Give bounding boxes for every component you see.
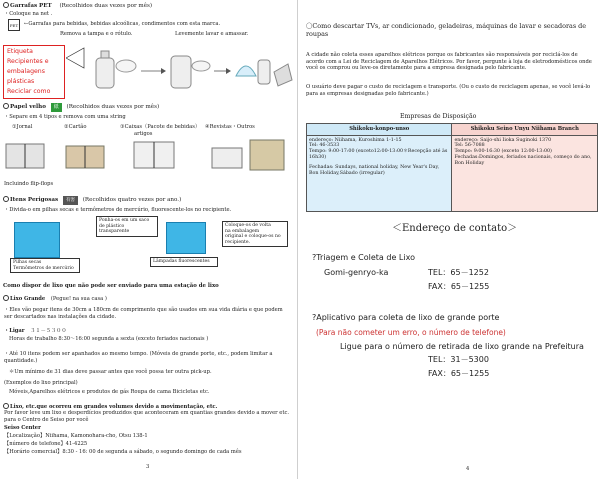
large-garbage-examples: Móveis,Aparelhos elétricos e produtos de gás Roupa de cama Bicicletas etc. — [9, 389, 210, 395]
hand-drawing-1 — [116, 60, 136, 72]
seiso-center-title: Seiso Center — [4, 425, 41, 431]
companies-table — [306, 123, 598, 212]
newspaper-bundle — [6, 144, 44, 168]
company-2-details: endereço: Saijo-shi Iioka Suginoki 1370 Tel: 56-7088 Tempo: 9:00-16:30 (exceto 12:00-13:00) Fechadas:Domingos, feriados nacionais, começo do ano, Bon Holiday — [452, 135, 598, 211]
items-label-right: Lâmpadas fluorescentes — [150, 257, 218, 267]
items-note: ・Divida-o em pilhas secas e termômetros de mercúrio, fluorescente-los no recipiente. — [4, 207, 232, 213]
appliances-paragraph-1: A cidade não coleta esses aparelhos elétricos porque os fabricantes são responsáveis por reciclá-los de acordo com a Lei de Reciclagem de Aparelhos Elétricos. Por favor, pergunte à loja de eletrodomésticos onde você os comprou ou leve-os diretamente para a empresa designada pelo fabricante. — [306, 52, 592, 71]
paper-type-cardboard: ②Cartão — [64, 124, 87, 130]
paper-section-header: Papel velho 紙 (Recolhidos duas vezes por mês) — [3, 103, 159, 112]
paper-note: ・Separe em 4 tipos e remova com uma string — [4, 114, 126, 120]
company-1-details: endereço: Niihama, Kuroshima 1-1-15 Tel: 46-3533 Tempo: 9:00-17:00 (exceto12:00-13:00＊Recepção até às 16h30) Fechadas: Sundays, national holiday, New Year's Day, Bon Holiday,Sábado (irregular) — [307, 135, 452, 211]
large-garbage-header: Lixo Grande (Pegue! na sua casa ) — [3, 295, 107, 303]
fluorescent-box — [166, 222, 206, 254]
large-garbage-p3: ・Até 10 itens podem ser apanhados ao mesmo tempo. (Móveis de grande porte, etc., podem limitar a quantidade.) — [4, 351, 273, 364]
callout-pointer — [66, 48, 84, 68]
page-3 — [0, 0, 298, 479]
pet-illustrations — [66, 36, 298, 96]
large-garbage-call: ・Ligar ３１－５３００ — [4, 328, 67, 334]
triagem-tel: TEL：65－1252 — [428, 268, 489, 277]
paper-type-newspaper: ①Jornal — [12, 124, 33, 130]
large-garbage-tel: TEL：31－5300 — [428, 355, 489, 364]
bottle-drawing-1 — [96, 51, 114, 88]
seiso-center-hours: 【Horário comercial】8:30 - 16: 00 de segunda a sábado, o segundo domingo de cada mês — [4, 449, 242, 455]
items-section-header: Itens Perigosas 有害 (Recolhidos quatro vezes por ano.) — [3, 196, 181, 205]
large-garbage-p1: ・Eles vão pegar itens de 30cm a 180cm de comprimento que são usados em sua vida diária e que podem ser descartados nas instalações da cidade. — [4, 307, 283, 320]
moving-garbage-header: Lixo, etc.que ocorreu em grandes volumes devido a movimentação, etc. — [3, 403, 295, 411]
pet-description: ←Garrafas para bebidas, bebidas alcoólicas, condimentos com esta marca. — [24, 21, 221, 27]
arrowhead-2 — [226, 68, 231, 74]
wash-drawing — [236, 60, 292, 86]
paper-type-magazines: ④Revistas・Outros — [205, 124, 255, 130]
warning-note: (Para não cometer um erro, o número de telefone) — [316, 328, 506, 337]
battery-box — [14, 222, 60, 258]
circle-bullet-icon — [3, 2, 9, 8]
items-box-callout: Coloque-os de volta na embalagem original e coloque-os no recipiente. — [222, 221, 288, 247]
pet-net-note: ・Coloque na net . — [4, 11, 53, 17]
companies-title: Empresas de Disposição — [400, 113, 477, 120]
pet-section-header: Garrafas PET (Recolhidos duas vezes por mês) — [3, 2, 152, 10]
circle-bullet-icon — [3, 295, 9, 301]
triagem-office: Gomi-genryo-ka — [324, 268, 389, 277]
paper-type-sub: artigos — [134, 131, 153, 137]
seiso-center-location: 【Localização】Niihama, Kamonohara-cho, Otsu 138-1 — [4, 433, 148, 439]
pet-step-remove-cap: Remova a tampa e o rótulo. — [60, 31, 133, 37]
items-bag-callout: Ponha-os em um saco de plástico transparente — [96, 216, 158, 237]
pet-label-callout: Etiqueta Recipientes e embalagens plásticas Reciclar como — [3, 45, 65, 99]
seiso-center-phone: 【número de telefone】41-4225 — [4, 441, 88, 447]
dispose-title: Como dispor de lixo que não pode ser enviado para uma estação de lixo — [3, 283, 219, 289]
magazine-bundle — [212, 140, 284, 170]
large-garbage-hours: Horas de trabalho 8:30～16:00 segunda a sexta (exceto feriados nacionais ) — [9, 336, 209, 342]
carton-bundle — [134, 142, 174, 168]
paper-category-icon: 紙 — [51, 103, 62, 112]
circle-bullet-icon — [3, 403, 9, 409]
call-city-hall-note: Ligue para o número de retirada de lixo grande na Prefeitura — [340, 342, 584, 351]
circle-bullet-icon — [3, 196, 9, 202]
large-garbage-p4: ＊Um mínimo de 31 dias deve passar antes que você possa ter outra pick-up. — [9, 369, 212, 375]
large-garbage-app-heading: ?Aplicativo para coleta de lixo de grande porte — [312, 313, 500, 322]
paper-type-drink-cartons: ③Caixas（Pacote de bebidas） — [120, 124, 201, 130]
pet-recycle-icon: PET — [8, 19, 20, 31]
page-4 — [300, 0, 600, 479]
triagem-heading: ?Triagem e Coleta de Lixo — [312, 253, 415, 262]
moving-garbage-text: Por favor leve um lixo e desperdícios produzidos que aconteceram em quantias grandes devido a mover etc. para o Centro de Seiso por você — [4, 410, 290, 423]
cardboard-bundle — [66, 146, 104, 168]
hazard-category-icon: 有害 — [63, 196, 78, 205]
paper-illustrations — [4, 136, 294, 178]
large-garbage-examples-label: (Exemplos do lixo principal) — [4, 380, 78, 386]
company-2-name: Shikoku Seino Unyu Niihama Branch — [452, 124, 598, 136]
pet-step-wash: Levemente lavar e amassar. — [175, 31, 249, 37]
contact-title: ＜Endereço de contato＞ — [392, 223, 518, 234]
items-label-left: Pilhas secas Termômetros de mercúrio — [10, 258, 80, 273]
circle-bullet-icon — [3, 103, 9, 109]
bottle-drawing-2 — [171, 56, 210, 88]
page-number: 4 — [466, 466, 470, 472]
appliances-paragraph-2: O usuário deve pagar o custo de reciclagem e transporte. (Ou o custo de reciclagem apenas, se você levá-lo para as empresas designadas pelo fabricante.) — [306, 84, 591, 97]
paper-flyers-note: Incluindo flip-flops — [4, 181, 54, 187]
company-1-name: Shikoku-konpo-unso — [307, 124, 452, 136]
appliances-title: 〇Como descartar TVs, ar condicionado, geladeiras, máquinas de lavar e secadoras de roupas — [306, 22, 587, 39]
triagem-fax: FAX：65－1255 — [428, 282, 490, 291]
arrowhead-1 — [161, 68, 166, 74]
large-garbage-fax: FAX：65－1255 — [428, 369, 490, 378]
page-number: 3 — [146, 464, 150, 470]
